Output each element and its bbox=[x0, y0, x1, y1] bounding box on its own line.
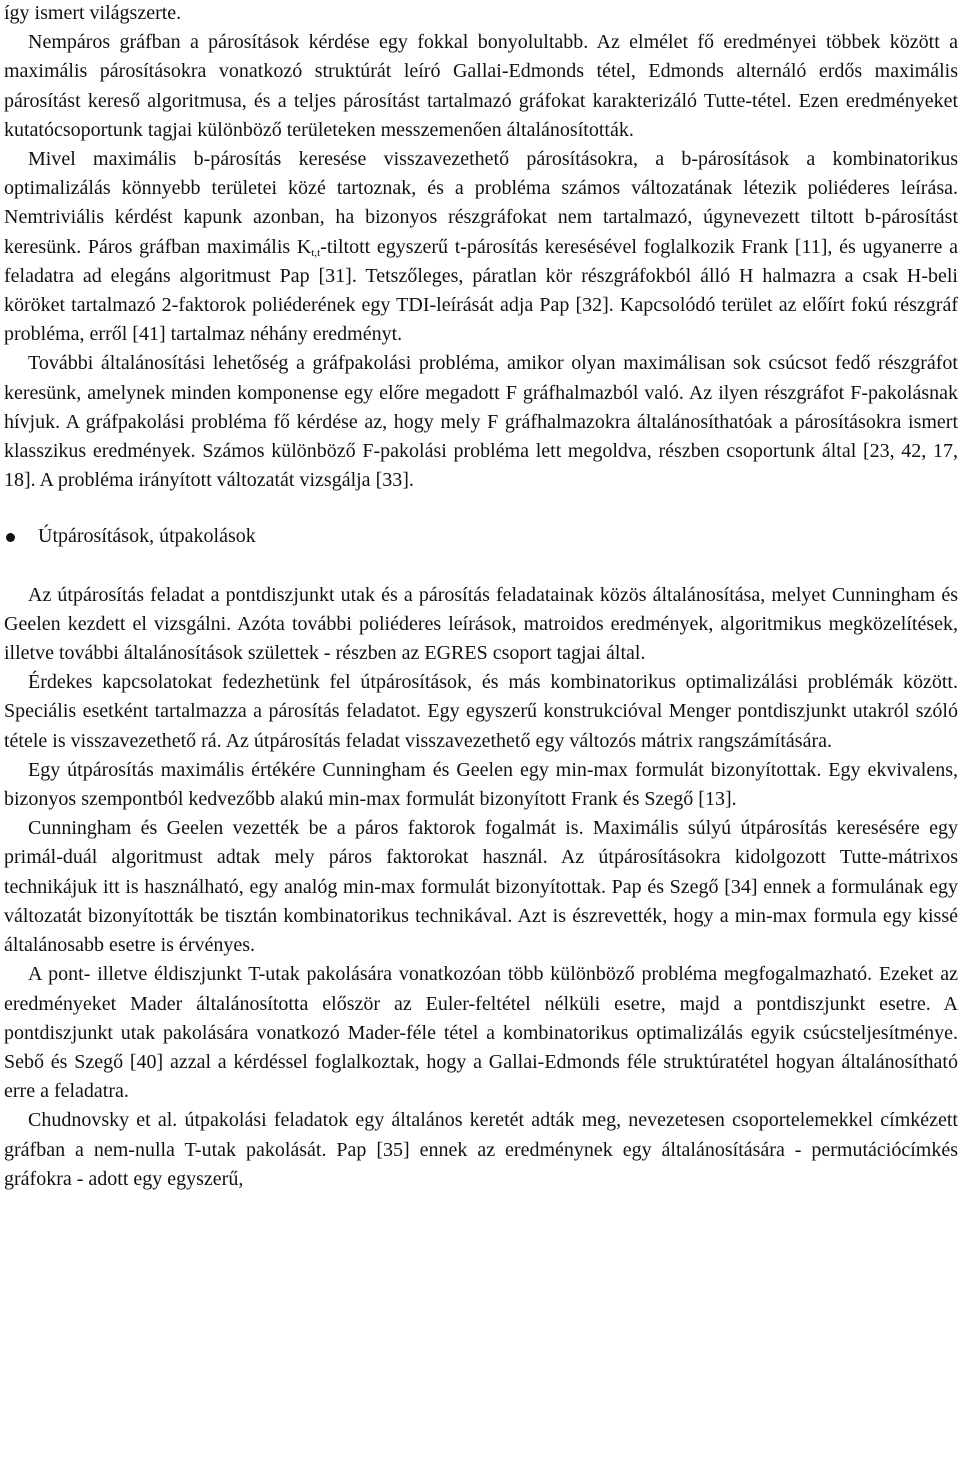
subscript-tt: t,t bbox=[311, 246, 321, 259]
paragraph-b-matching-part2: -tiltott egyszerű t-párosítás keresésével foglalkozik Frank [11], és ugyanerre a feladatra ad elegáns algoritmust Pap [31]. Tetszőleges, páratlan kör részgráfokból álló H halmazra a csak H-beli köröket tartalmazó 2-faktorok poliéderének egy TDI-leírását adja Pap [32]. Kapcsolódó terület az előírt fokú részgráf probléma, erről [41] tartalmaz néhány eredményt. bbox=[4, 235, 958, 346]
paragraph-graph-packing: További általánosítási lehetőség a gráfpakolási probléma, amikor olyan maximálisan sok csúcsot fedő részgráfot keresünk, amelynek minden komponense egy előre megadott F gráfhalmazból való. Az ilyen részgráfot F-pakolásnak hívjuk. A gráfpakolási probléma fő kérdése az, hogy mely F gráfhalmazokra általánosíthatóak a párosításokra ismert klasszikus eredmények. Számos különböző F-pakolási probléma lett megoldva, részben csoportunk által [23, 42, 17, 18]. A probléma irányított változatát vizsgálja [33]. bbox=[4, 352, 958, 492]
paragraph-t-paths: A pont- illetve éldiszjunkt T-utak pakolására vonatkozóan több különböző probléma megfogalmazható. Ezeket az eredményeket Mader általánosította először az Euler-feltétel nélküli esetre, majd a pontdiszjunkt esetre. A pontdiszjunkt utak pakolására vonatkozó Mader-féle tétel a kombinatorikus optimalizálás egyik csúcsteljesítménye. Sebő és Szegő [40] azzal a kérdéssel foglalkoztak, hogy a Gallai-Edmonds féle struktúratétel hogyan általánosítható erre a feladatra. bbox=[4, 963, 958, 1103]
section-heading-row bbox=[0, 522, 960, 551]
paragraph-b-matching bbox=[0, 145, 960, 349]
paragraph-path-matching: Az útpárosítás feladat a pontdiszjunkt utak és a párosítás feladatainak közös általánosítása, melyet Cunningham és Geelen kezdett el vizsgálni. Azóta további poliéderes leírások, matroidos eredmények, algoritmikus megközelítések, illetve további általánosítások születtek - részben az EGRES csoport tagjai által. bbox=[4, 583, 958, 665]
paragraph-continuation: így ismert világszerte. bbox=[4, 2, 182, 24]
section-heading: Útpárosítások, útpakolások bbox=[38, 525, 256, 548]
paragraph-nonbipartite-matching: Nempáros gráfban a párosítások kérdése egy fokkal bonyolultabb. Az elmélet fő eredményei többek között a maximális párosításokra vonatkozó struktúrát leíró Gallai-Edmonds tétel, Edmonds alternáló erdős maximális párosítást kereső algoritmusa, és a teljes párosítást tartalmazó gráfokat karakterizáló Tutte-tétel. Ezen eredményeket kutatócsoportunk tagjai különböző területeken messzemenően általánosították. bbox=[4, 31, 958, 141]
paragraph-min-max: Egy útpárosítás maximális értékére Cunningham és Geelen egy min-max formulát bizonyítottak. Egy ekvivalens, bizonyos szempontból kedvezőbb alakú min-max formulát bizonyított Frank és Szegő [13]. bbox=[4, 758, 958, 811]
paragraph-connections: Érdekes kapcsolatokat fedezhetünk fel útpárosítások, és más kombinatorikus optimalizálási problémák között. Speciális esetként tartalmazza a párosítás feladatot. Egy egyszerű konstrukcióval Menger pontdiszjunkt utakról szóló tétele is visszavezethető rá. Az útpárosítás feladat visszavezethető egy változós mátrix rangszámítására. bbox=[4, 671, 958, 752]
paragraph-chudnovsky: Chudnovsky et al. útpakolási feladatok egy általános keretét adták meg, nevezetesen csoportelemekkel címkézett gráfban a nem-nulla T-utak pakolását. Pap [35] ennek az eredménynek egy általánosítására - permutációcímkés gráfokra - adott egy egyszerű, bbox=[4, 1109, 958, 1190]
paragraph-b-matching-part1: Mivel maximális b-párosítás keresése visszavezethető párosításokra, a b-párosítások a kombinatorikus optimalizálás könnyebb területei közé tartoznak, és a probléma számos változatának létezik poliéderes leírása. Nemtriviális kérdést kapunk azonban, ha bizonyos részgráfokat nem tartalmazó, úgynevezett tiltott b-párosítást keresünk. Páros gráfban maximális K bbox=[4, 148, 958, 258]
paragraph-even-factors: Cunningham és Geelen vezették be a páros faktorok fogalmát is. Maximális súlyú útpárosítás keresésére egy primál-duál algoritmust adtak mely páros faktorokat használ. Az útpárosításokra kidolgozott Tutte-mátrixos technikájuk itt is használható, egy analóg min-max formulát bizonyítottak. Pap és Szegő [34] ennek a formulának egy változatát bizonyították be tisztán kombinatorikus technikával. Azt is észrevették, hogy a min-max formula egy kissé általánosabb esetre is érvényes. bbox=[4, 817, 958, 957]
bullet-icon bbox=[6, 533, 15, 542]
